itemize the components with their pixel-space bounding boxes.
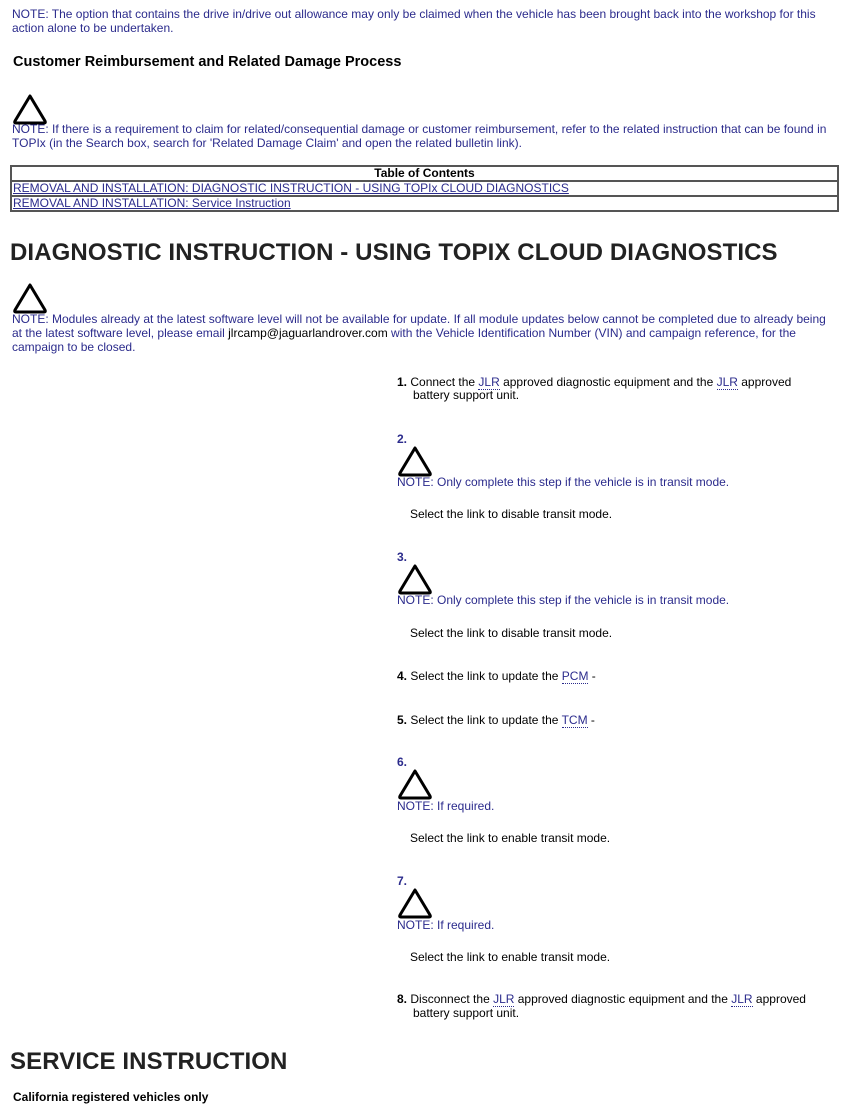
warning-triangle-icon [397, 445, 433, 477]
drive-allowance-note: NOTE: The option that contains the drive in/drive out allowance may only be claimed when the vehicle has been brought back into the workshop for this action alone to be undertaken. [12, 7, 816, 35]
warning-triangle-icon [12, 282, 48, 314]
abbr-jlr: JLR [478, 375, 500, 389]
step-2-note: NOTE: Only complete this step if the vehicle is in transit mode. [397, 475, 730, 489]
california-heading: California registered vehicles only [13, 1090, 209, 1104]
warning-triangle-icon [397, 887, 433, 919]
step-3-number: 3. [397, 550, 408, 564]
reimbursement-heading: Customer Reimbursement and Related Damage Process [13, 54, 402, 70]
warning-triangle-icon [12, 93, 48, 125]
step-5: 5. Select the link to update the TCM - [397, 713, 595, 727]
step-8-cont: battery support unit. [413, 1006, 520, 1020]
step-7-number: 7. [397, 874, 408, 888]
service-heading: SERVICE INSTRUCTION [10, 1048, 288, 1075]
abbr-pcm: PCM [561, 669, 589, 683]
step-2-text: Select the link to disable transit mode. [410, 507, 613, 521]
step-8: 8. Disconnect the JLR approved diagnostic equipment and the JLR approved [397, 992, 806, 1006]
warning-triangle-icon [397, 768, 433, 800]
table-of-contents [10, 165, 839, 212]
step-7-note: NOTE: If required. [397, 918, 495, 932]
abbr-jlr: JLR [493, 992, 515, 1006]
toc-link-diagnostic[interactable]: REMOVAL AND INSTALLATION: DIAGNOSTIC INSTRUCTION - USING TOPIx CLOUD DIAGNOSTICS [13, 181, 569, 195]
toc-link-service[interactable]: REMOVAL AND INSTALLATION: Service Instruction [13, 196, 291, 210]
step-3-note: NOTE: Only complete this step if the vehicle is in transit mode. [397, 593, 730, 607]
abbr-jlr: JLR [731, 992, 753, 1006]
step-4: 4. Select the link to update the PCM - [397, 669, 596, 683]
step-2-number: 2. [397, 432, 408, 446]
latest-software-note: NOTE: Modules already at the latest software level will not be available for update. If all module updates below cannot be completed due to already being at the latest software level, please email jlrcamp@jaguarlandrover.com with the Vehicle Identification Number (VIN) and campaign reference, for the campaign to be closed. [12, 312, 826, 354]
step-6-note: NOTE: If required. [397, 799, 495, 813]
step-1: 1. Connect the JLR approved diagnostic equipment and the JLR approved [397, 375, 792, 389]
step-6-text: Select the link to enable transit mode. [410, 831, 611, 845]
toc-header: Table of Contents [11, 166, 838, 181]
warning-triangle-icon [397, 563, 433, 595]
step-7-text: Select the link to enable transit mode. [410, 950, 611, 964]
step-1-cont: battery support unit. [413, 388, 520, 402]
step-3-text: Select the link to disable transit mode. [410, 626, 613, 640]
diagnostic-heading: DIAGNOSTIC INSTRUCTION - USING TOPIX CLOUD DIAGNOSTICS [10, 239, 778, 266]
abbr-tcm: TCM [561, 713, 588, 727]
reimbursement-note: NOTE: If there is a requirement to claim for related/consequential damage or customer reimbursement, refer to the related instruction that can be found in TOPIx (in the Search box, search for 'Related Damage Claim' and open the related bulletin link). [12, 122, 827, 150]
step-6-number: 6. [397, 755, 408, 769]
abbr-jlr: JLR [716, 375, 738, 389]
campaign-email: jlrcamp@jaguarlandrover.com [228, 326, 388, 340]
